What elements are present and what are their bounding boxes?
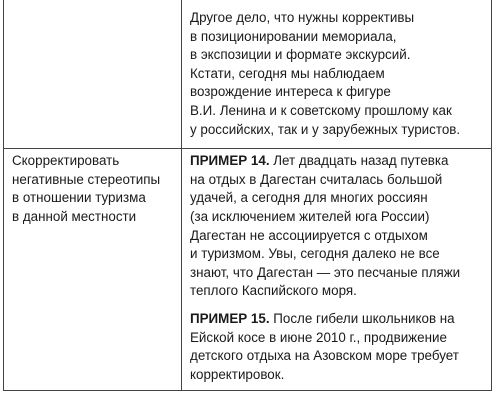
text-line: возрождение интереса к фигуре	[190, 84, 391, 100]
text-line: (за исключением жителей юга России)	[190, 208, 430, 224]
table-cell-right	[182, 0, 492, 149]
example-lead: ПРИМЕР 15.	[190, 310, 270, 326]
text-line: Ейской косе в июне 2010 г., продвижение	[190, 329, 447, 345]
text-line: в данной местности	[12, 208, 137, 224]
text-line: Дагестан не ассоциируется с отдыхом	[190, 227, 428, 243]
text-line: и туризмом. Увы, сегодня далеко не все	[190, 246, 440, 262]
text-line	[190, 310, 485, 329]
text-line	[190, 152, 485, 171]
table-cell-right	[182, 149, 492, 391]
text-line: Кстати, сегодня мы наблюдаем	[190, 65, 385, 81]
paragraph-example-14	[190, 152, 485, 301]
text-line: Другое дело, что нужны коррективы	[190, 10, 415, 25]
text-line: удачей, а сегодня для многих россиян	[190, 190, 428, 206]
text-line: теплого Каспийского моря.	[190, 283, 357, 299]
table-row	[4, 149, 492, 391]
text-line: Скорректировать	[12, 153, 120, 169]
example-lead: ПРИМЕР 14.	[190, 153, 270, 169]
text-line: корректировок.	[190, 366, 285, 382]
table-cell-left	[4, 0, 182, 149]
text-line: детского отдыха на Азовском море требует	[190, 348, 459, 364]
text-line: знают, что Дагестан — это песчаные пляжи	[190, 264, 461, 280]
table-row	[4, 0, 492, 149]
text-line: в позиционировании мемориала,	[190, 28, 397, 44]
text-line: в отношении туризма	[12, 190, 146, 206]
text-line: на отдых в Дагестан считалась большой	[190, 171, 443, 187]
paragraph-example-15	[190, 310, 485, 384]
text-line: у российских, так и у зарубежных туристов.	[190, 121, 461, 137]
content-table	[3, 0, 492, 391]
table-cell-left	[4, 149, 182, 391]
text-fragment: Лет двадцать назад путевка	[269, 153, 449, 169]
text-line: в экспозиции и формате экскурсий.	[190, 47, 411, 63]
goal-text	[4, 149, 181, 232]
text-line: В.И. Ленина и к советскому прошлому как	[190, 102, 452, 118]
text-fragment: После гибели школьников на	[269, 310, 455, 326]
paragraph-memorial	[190, 9, 485, 139]
text-line: негативные стереотипы	[12, 171, 161, 187]
